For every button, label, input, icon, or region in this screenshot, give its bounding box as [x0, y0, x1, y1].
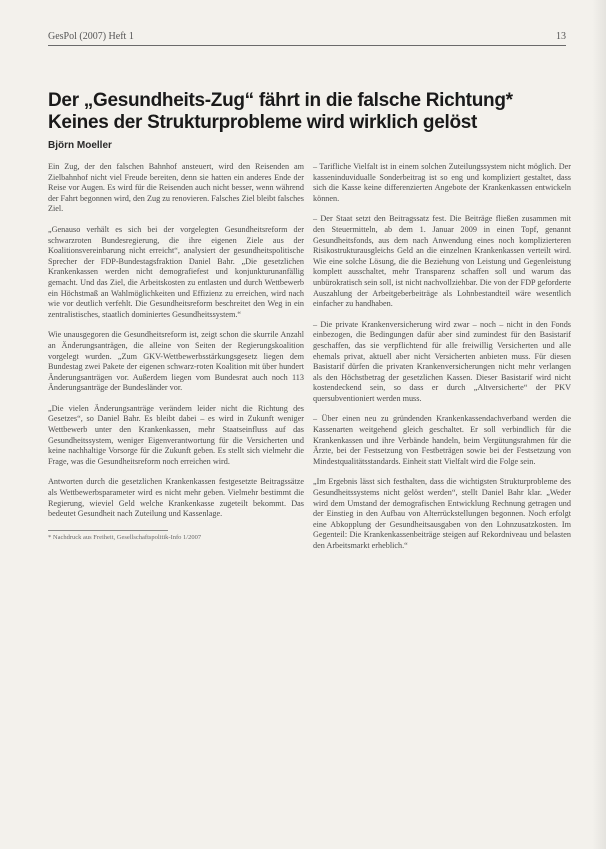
page-number: 13 — [556, 31, 566, 42]
paragraph: Antworten durch die gesetzlichen Krankenkassen festgesetzte Beitragssätze als Wettbewerbsparameter wird es nicht mehr geben. Vielmehr bestimmt die Regierung, wieviel Geld welche Krankenkasse zugeteilt bekommt. Das bedeutet Gesundheit nach Zuteilung und Kassenlage. — [48, 477, 304, 519]
paragraph: „Die vielen Änderungsanträge verändern leider nicht die Richtung des Gesetzes“, so Daniel Bahr. Es bleibt dabei – es wird in Zukunft weniger Wettbewerb unter den Krankenkassen, mehr Staatseinfluss auf das Gesundheitssystem, weniger Eigenverantwortung für die Versicherten und keine nachhaltige Vorsorge für die Zukunft geben. Es stellt sich vielmehr die Frage, was die Gesundheitsreform noch erreichen wird. — [48, 403, 304, 466]
paragraph: – Die private Krankenversicherung wird zwar – noch – nicht in den Fonds einbezogen, die Bedingungen dafür aber sind zumindest für den Basistarif geschaffen, das sie verpflichtend für alle freiwillig Versicherten und alle ehemals privat, aktuell aber nicht Versicherten anbieten muss. Für diesen Basistarif dürfen die privaten Krankenversicherungen nicht mehr verlangen als den Höchstbetrag der gesetzlichen Kassen. Dieser Basistarif wird nicht kostendeckend sein, so dass er durch „Altversicherte“ der PKV quersubventioniert werden muss. — [313, 319, 571, 403]
header-rule — [48, 45, 566, 46]
paragraph: „Genauso verhält es sich bei der vorgelegten Gesundheitsreform der schwarzroten Bundesregierung, die ihre eigenen Ziele aus der Koalitionsvereinbarung nicht erreicht“, analysiert der gesundheitspolitische Sprecher der FDP-Bundestagsfraktion Daniel Bahr. „Die gesetzlichen Krankenkassen werden nicht demografiefest und konjunkturunanfällig gemacht. Und das Ziel, die Arbeitskosten zu entlasten und durch Wettbewerb ein Höchstmaß an Wahlmöglichkeiten und Effizienz zu erreichen, wird nach wie vor deutlich verfehlt. Die Gesundheitsreform beschreitet den Weg in ein zentralistisches, staatlich dominiertes Gesundheitssystem.“ — [48, 224, 304, 319]
paragraph: Ein Zug, der den falschen Bahnhof ansteuert, wird den Reisenden am Zielbahnhof nicht viel Freude bereiten, denn sie hatten ein anderes Ende der Reise vor Augen. Es wird für die Reisenden auch nicht besser, wenn während der Fahrt begonnen wird, den Zug zu renovieren. Falsches Ziel bleibt falsches Ziel. — [48, 162, 304, 214]
footnote: * Nachdruck aus Freiheit, Gesellschaftspolitik-Info 1/2007 — [48, 533, 202, 541]
paragraph: – Tarifliche Vielfalt ist in einem solchen Zuteilungssystem nicht möglich. Der kasseninduvidualle Sonderbeitrag ist so eng und kompliziert gestaltet, dass sich die Kasse keine differenzierten Angebote der Krankenkassen entwickeln können. — [313, 162, 571, 203]
left-column — [48, 162, 304, 552]
article-title-block — [48, 90, 566, 151]
right-column — [313, 162, 571, 562]
paragraph: – Über einen neu zu gründenden Krankenkassendachverband werden die Kassenarten weitgehend gleich geschaltet. Er soll verbindlich für die Krankenkassen und ihre Verbände handeln, beim Vergütungsrahmen für die Ärzte, bei der Festsetzung von Festbeträgen sowie bei der Festsetzung von Mindestqualitätsstandards. Einheit statt Vielfalt wird die Folge sein. — [313, 414, 571, 466]
paragraph: – Der Staat setzt den Beitragssatz fest. Die Beiträge fließen zusammen mit den Steuermitteln, ab dem 1. Januar 2009 in einen Topf, genannt Gesundheitsfonds, aus dem nach Anwendung eines noch komplizierteren Risikostrukturausgleichs Geld an die einzelnen Krankenkassen verteilt wird. Wie eine solche Lösung, die die Beziehung von Leistung und Gegenleistung komplett ausschaltet, mehr Transparenz schaffen soll und warum das unbürokratisch sein soll, ist nicht nachvollziehbar. Die von der FDP geforderte Auszahlung der Arbeitgeberbeiträge als Lohnbestandteil wäre wesentlich einfacher zu handhaben. — [313, 214, 571, 309]
paragraph: „Im Ergebnis lässt sich festhalten, dass die wichtigsten Strukturprobleme des Gesundheitssystems nicht gelöst werden“, stellt Daniel Bahr klar. „Weder wird dem Umstand der demografischen Entwicklung Rechnung getragen und der Einstieg in den Aufbau von Alterrückstellungen begonnen. Noch erfolgt eine Abkopplung der Gesundheitsausgaben von den Lohnzusatzkosten. Im Gegenteil: Die Krankenkassenbeiträge steigen auf Rekordniveau und belasten den Arbeitsmarkt erheblich.“ — [313, 477, 571, 550]
article-title: Der „Gesundheits-Zug“ fährt in die falsche Richtung* — [48, 90, 513, 111]
article-subtitle: Keines der Strukturprobleme wird wirklich gelöst — [48, 112, 478, 133]
journal-issue: GesPol (2007) Heft 1 — [48, 31, 134, 42]
running-head — [48, 28, 566, 42]
footnote-rule — [48, 530, 168, 531]
article-author: Björn Moeller — [48, 140, 112, 151]
scan-edge-shadow — [592, 0, 606, 849]
paragraph: Wie unausgegoren die Gesundheitsreform ist, zeigt schon die skurrile Anzahl an Änderungsanträgen, die alleine von Seiten der Regierungskoalition vorgelegt wurden. „Zum GKV-Wettbewerbsstärkungsgesetz liegen dem Bundestag zwei Pakete der eigenen schwarz-roten Koalition mit über hundert Änderungsanträgen vor. Außerdem liegen vom Bundesrat auch noch 113 Änderungsanträge der Bundesländer vor. — [48, 330, 304, 393]
